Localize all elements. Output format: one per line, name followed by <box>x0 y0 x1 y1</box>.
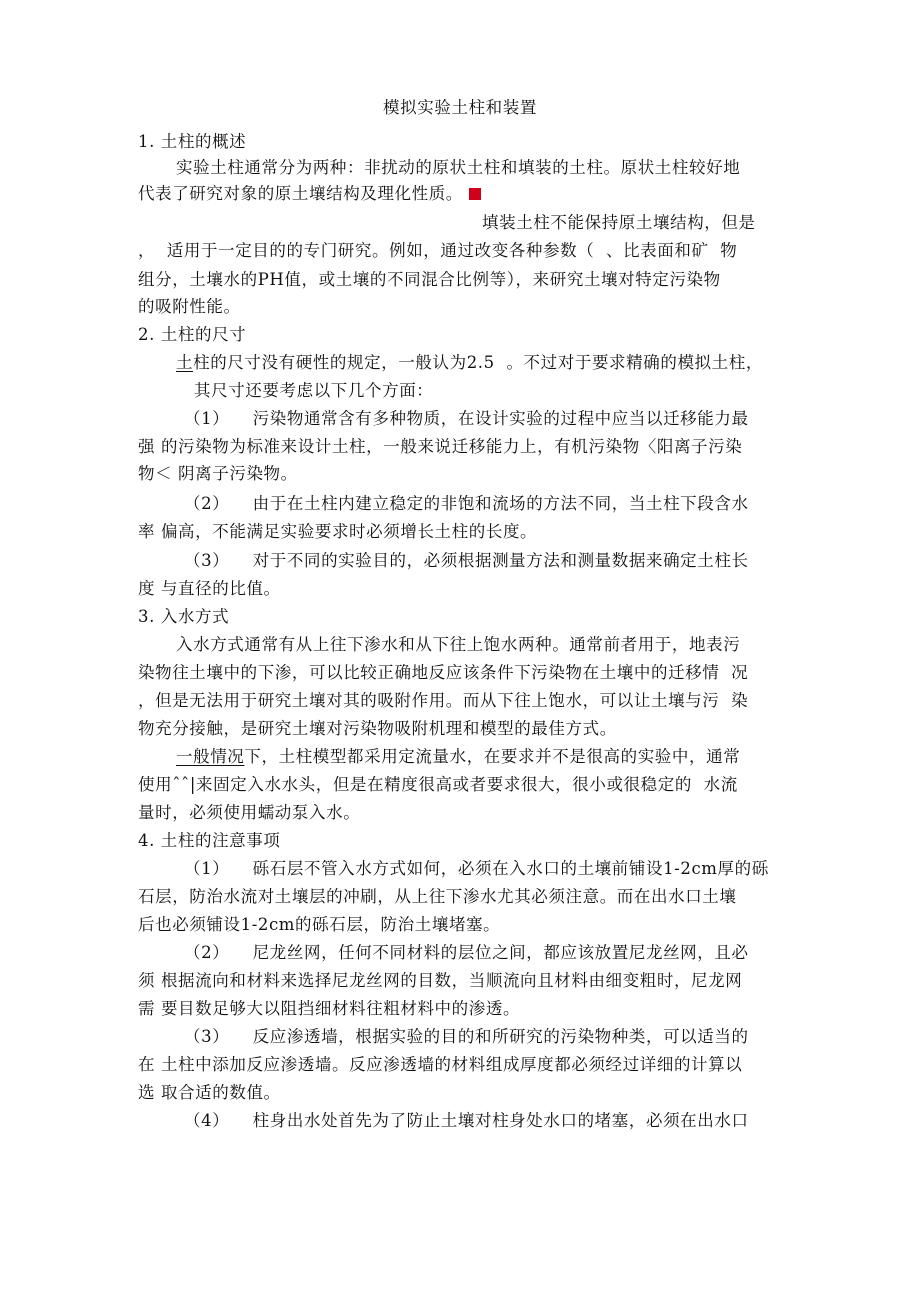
list-item-line: （1） 砾石层不管入水方式如何，必须在入水口的土壤前铺设1-2cm厚的砾 <box>184 859 769 878</box>
list-item-line: 率 偏高，不能满足实验要求时必须增长土柱的长度。 <box>138 522 538 541</box>
list-item-line: （2） 由于在土柱内建立稳定的非饱和流场的方法不同，当土柱下段含水 <box>184 494 749 513</box>
body-line: 代表了研究对象的原土壤结构及理化性质。 <box>138 184 481 204</box>
list-item-line: （4） 柱身出水处首先为了防止土壤对柱身处水口的堵塞，必须在出水口 <box>184 1111 749 1130</box>
doc-title: 模拟实验土柱和装置 <box>383 98 537 117</box>
body-line: 土柱的尺寸没有硬性的规定，一般认为2.5 。不过对于要求精确的模拟土柱， <box>176 353 763 372</box>
list-item-line: 选 取合适的数值。 <box>138 1083 281 1102</box>
list-item-line: 度 与直径的比值。 <box>138 579 281 598</box>
body-line: 一般情况下，土柱模型都采用定流量水，在要求并不是很高的实验中，通常 <box>176 747 741 766</box>
list-item-line: （1） 污染物通常含有多种物质，在设计实验的过程中应当以迁移能力最 <box>184 409 749 428</box>
body-line: 的吸附性能。 <box>138 297 241 316</box>
list-item-line: 物＜ 阴离子污染物。 <box>138 464 298 483</box>
body-line: 其尺寸还要考虑以下几个方面： <box>194 381 434 400</box>
list-item-line: 强 的污染物为标准来设计土柱，一般来说迁移能力上，有机污染物〈阳离子污染 <box>138 437 743 456</box>
list-item-line: （2） 尼龙丝网，任何不同材料的层位之间，都应该放置尼龙丝网，且必 <box>184 943 749 962</box>
body-line: 物充分接触，是研究土壤对污染物吸附机理和模型的最佳方式。 <box>138 719 617 738</box>
body-line: 组分，土壤水的PH值，或土壤的不同混合比例等），来研究土壤对特定污染物 <box>138 270 721 289</box>
list-item-line: 需 要目数足够大以阻挡细材料往粗材料中的渗透。 <box>138 999 521 1018</box>
body-line: ， 适用于一定目的的专门研究。例如，通过改变各种参数（ 、比表面和矿 物 <box>138 241 738 260</box>
body-line: 使用ˆˆ|来固定入水水头，但是在精度很高或者要求很大，很小或很稳定的 水流 <box>138 775 738 794</box>
section-heading-1: 1. 土柱的概述 <box>138 132 247 151</box>
section-heading-2: 2. 土柱的尺寸 <box>138 325 247 344</box>
list-item-line: 后也必须铺设1-2cm的砾石层，防治土壤堵塞。 <box>138 915 501 934</box>
body-line: 染物往土壤中的下渗，可以比较正确地反应该条件下污染物在土壤中的迁移情 况 <box>138 663 749 682</box>
body-line: 量时，必须使用蠕动泵入水。 <box>138 803 361 822</box>
list-item-line: 须 根据流向和材料来选择尼龙丝网的目数，当顺流向且材料由细变粗时，尼龙网 <box>138 971 743 990</box>
red-square-marker <box>469 188 481 200</box>
section-heading-3: 3. 入水方式 <box>138 607 230 626</box>
section-heading-4: 4. 土柱的注意事项 <box>138 831 281 850</box>
body-line: 填装土柱不能保持原土壤结构，但是 <box>482 213 756 232</box>
body-line: 实验土柱通常分为两种：非扰动的原状土柱和填装的土柱。原状土柱较好地 <box>176 158 741 177</box>
list-item-line: 石层，防治水流对土壤层的冲刷，从上往下渗水尤其必须注意。而在出水口土壤 <box>138 887 737 906</box>
body-line: 入水方式通常有从上往下渗水和从下往上饱水两种。通常前者用于，地表污 <box>176 635 741 654</box>
list-item-line: 在 土柱中添加反应渗透墙。反应渗透墙的材料组成厚度都必须经过详细的计算以 <box>138 1055 743 1074</box>
list-item-line: （3） 反应渗透墙，根据实验的目的和所研究的污染物种类，可以适当的 <box>184 1027 749 1046</box>
body-line: ，但是无法用于研究土壤对其的吸附作用。而从下往上饱水，可以让土壤与污 染 <box>138 691 749 710</box>
list-item-line: （3） 对于不同的实验目的，必须根据测量方法和测量数据来确定土柱长 <box>184 551 749 570</box>
